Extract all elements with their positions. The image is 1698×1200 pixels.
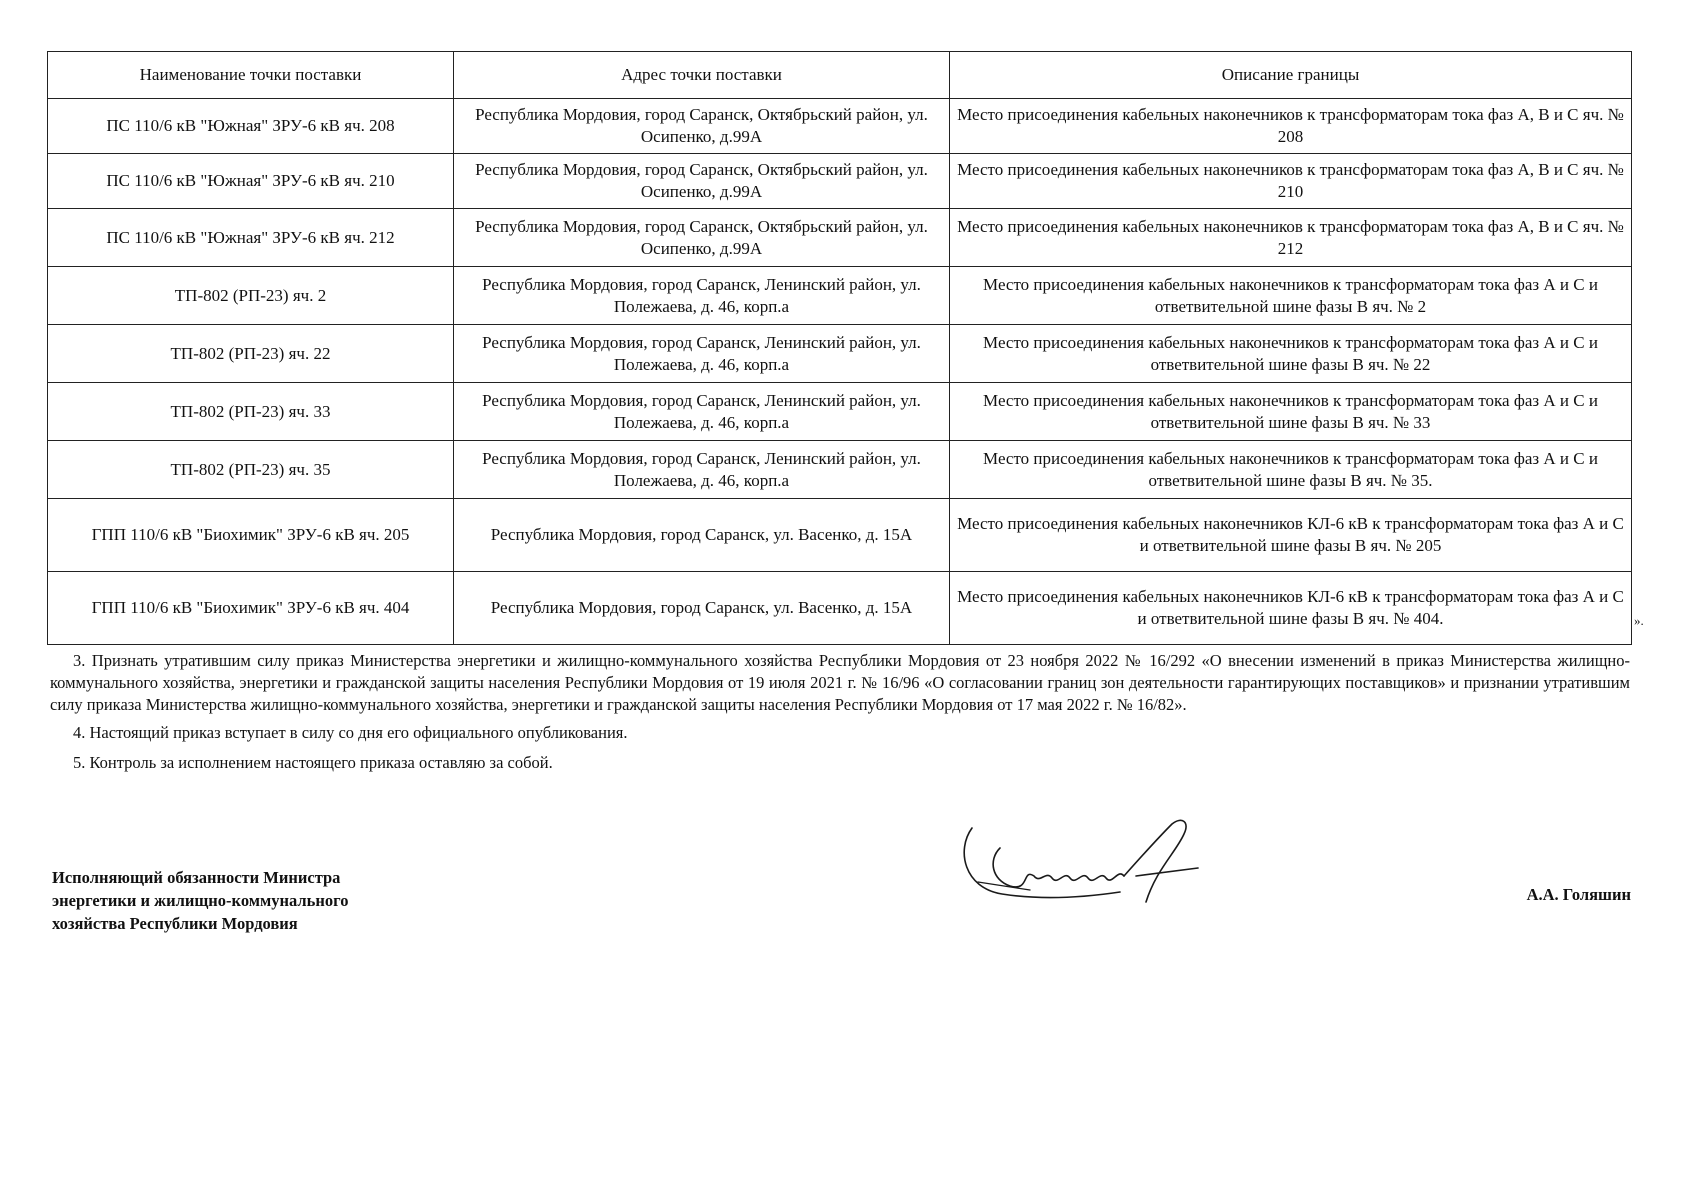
boundary-description-cell: Место присоединения кабельных наконечников к трансформаторам тока фаз А и С и ответвительной шине фазы В яч. № 2	[950, 267, 1632, 325]
point-address-cell: Республика Мордовия, город Саранск, Октябрьский район, ул. Осипенко, д.99А	[454, 154, 950, 209]
table-row	[48, 499, 1632, 572]
table-row	[48, 154, 1632, 209]
clause-4: 4. Настоящий приказ вступает в силу со дня его официального опубликования.	[73, 723, 628, 742]
point-name-cell: ТП-802 (РП-23) яч. 35	[48, 441, 454, 499]
point-name-cell: ГПП 110/6 кВ "Биохимик" ЗРУ-6 кВ яч. 404	[48, 572, 454, 645]
point-address-cell: Республика Мордовия, город Саранск, Октябрьский район, ул. Осипенко, д.99А	[454, 209, 950, 267]
header-point-address: Адрес точки поставки	[454, 52, 950, 99]
boundary-description-cell: Место присоединения кабельных наконечников к трансформаторам тока фаз А и С и ответвительной шине фазы В яч. № 22	[950, 325, 1632, 383]
point-name-cell: ТП-802 (РП-23) яч. 33	[48, 383, 454, 441]
point-address-cell: Республика Мордовия, город Саранск, Ленинский район, ул. Полежаева, д. 46, корп.а	[454, 383, 950, 441]
table-row	[48, 572, 1632, 645]
boundary-description-cell: Место присоединения кабельных наконечников КЛ-6 кВ к трансформаторам тока фаз А и С и ответвительной шине фазы В яч. № 205	[950, 499, 1632, 572]
boundary-description-cell: Место присоединения кабельных наконечников к трансформаторам тока фаз А, В и С яч. № 210	[950, 154, 1632, 209]
supply-points-table	[47, 51, 1632, 645]
point-name-cell: ГПП 110/6 кВ "Биохимик" ЗРУ-6 кВ яч. 205	[48, 499, 454, 572]
table-row	[48, 209, 1632, 267]
point-address-cell: Республика Мордовия, город Саранск, Ленинский район, ул. Полежаева, д. 46, корп.а	[454, 325, 950, 383]
clause-5: 5. Контроль за исполнением настоящего приказа оставляю за собой.	[73, 753, 553, 772]
point-address-cell: Республика Мордовия, город Саранск, ул. Васенко, д. 15А	[454, 572, 950, 645]
signer-name: А.А. Голяшин	[1526, 885, 1631, 904]
boundary-description-cell: Место присоединения кабельных наконечников к трансформаторам тока фаз А, В и С яч. № 208	[950, 99, 1632, 154]
table-row	[48, 383, 1632, 441]
point-address-cell: Республика Мордовия, город Саранск, Ленинский район, ул. Полежаева, д. 46, корп.а	[454, 267, 950, 325]
table-closing-quote: ».	[1634, 613, 1644, 628]
header-point-name: Наименование точки поставки	[48, 52, 454, 99]
signer-position-line: Исполняющий обязанности Министра	[52, 868, 341, 887]
header-boundary-description: Описание границы	[950, 52, 1632, 99]
point-name-cell: ТП-802 (РП-23) яч. 22	[48, 325, 454, 383]
point-address-cell: Республика Мордовия, город Саранск, Октябрьский район, ул. Осипенко, д.99А	[454, 99, 950, 154]
point-name-cell: ПС 110/6 кВ "Южная" ЗРУ-6 кВ яч. 208	[48, 99, 454, 154]
table-row	[48, 441, 1632, 499]
table-header-row	[48, 52, 1632, 99]
boundary-description-cell: Место присоединения кабельных наконечников к трансформаторам тока фаз А и С и ответвительной шине фазы В яч. № 33	[950, 383, 1632, 441]
clause-3: 3. Признать утратившим силу приказ Министерства энергетики и жилищно-коммунального хозяйства Республики Мордовия от 23 ноября 2022 № 16/292 «О внесении изменений в приказ Министерства жилищно-коммунального хозяйства, энергетики и гражданской защиты населения Республики Мордовия от 19 июля 2021 г. № 16/96 «О согласовании границ зон деятельности гарантирующих поставщиков» и признании утратившим силу приказа Министерства жилищно-коммунального хозяйства, энергетики и гражданской защиты населения Республики Мордовия от 17 мая 2022 г. № 16/82».	[50, 651, 1630, 714]
signer-position	[52, 866, 472, 935]
point-name-cell: ТП-802 (РП-23) яч. 2	[48, 267, 454, 325]
table-row	[48, 325, 1632, 383]
point-address-cell: Республика Мордовия, город Саранск, ул. Васенко, д. 15А	[454, 499, 950, 572]
point-name-cell: ПС 110/6 кВ "Южная" ЗРУ-6 кВ яч. 210	[48, 154, 454, 209]
point-address-cell: Республика Мордовия, город Саранск, Ленинский район, ул. Полежаева, д. 46, корп.а	[454, 441, 950, 499]
boundary-description-cell: Место присоединения кабельных наконечников к трансформаторам тока фаз А и С и ответвительной шине фазы В яч. № 35.	[950, 441, 1632, 499]
handwritten-signature	[960, 810, 1270, 920]
boundary-description-cell: Место присоединения кабельных наконечников КЛ-6 кВ к трансформаторам тока фаз А и С и ответвительной шине фазы В яч. № 404.	[950, 572, 1632, 645]
signer-position-line: энергетики и жилищно-коммунального	[52, 891, 349, 910]
boundary-description-cell: Место присоединения кабельных наконечников к трансформаторам тока фаз А, В и С яч. № 212	[950, 209, 1632, 267]
table-row	[48, 267, 1632, 325]
signer-position-line: хозяйства Республики Мордовия	[52, 914, 298, 933]
point-name-cell: ПС 110/6 кВ "Южная" ЗРУ-6 кВ яч. 212	[48, 209, 454, 267]
table-row	[48, 99, 1632, 154]
order-clauses	[50, 650, 1630, 782]
